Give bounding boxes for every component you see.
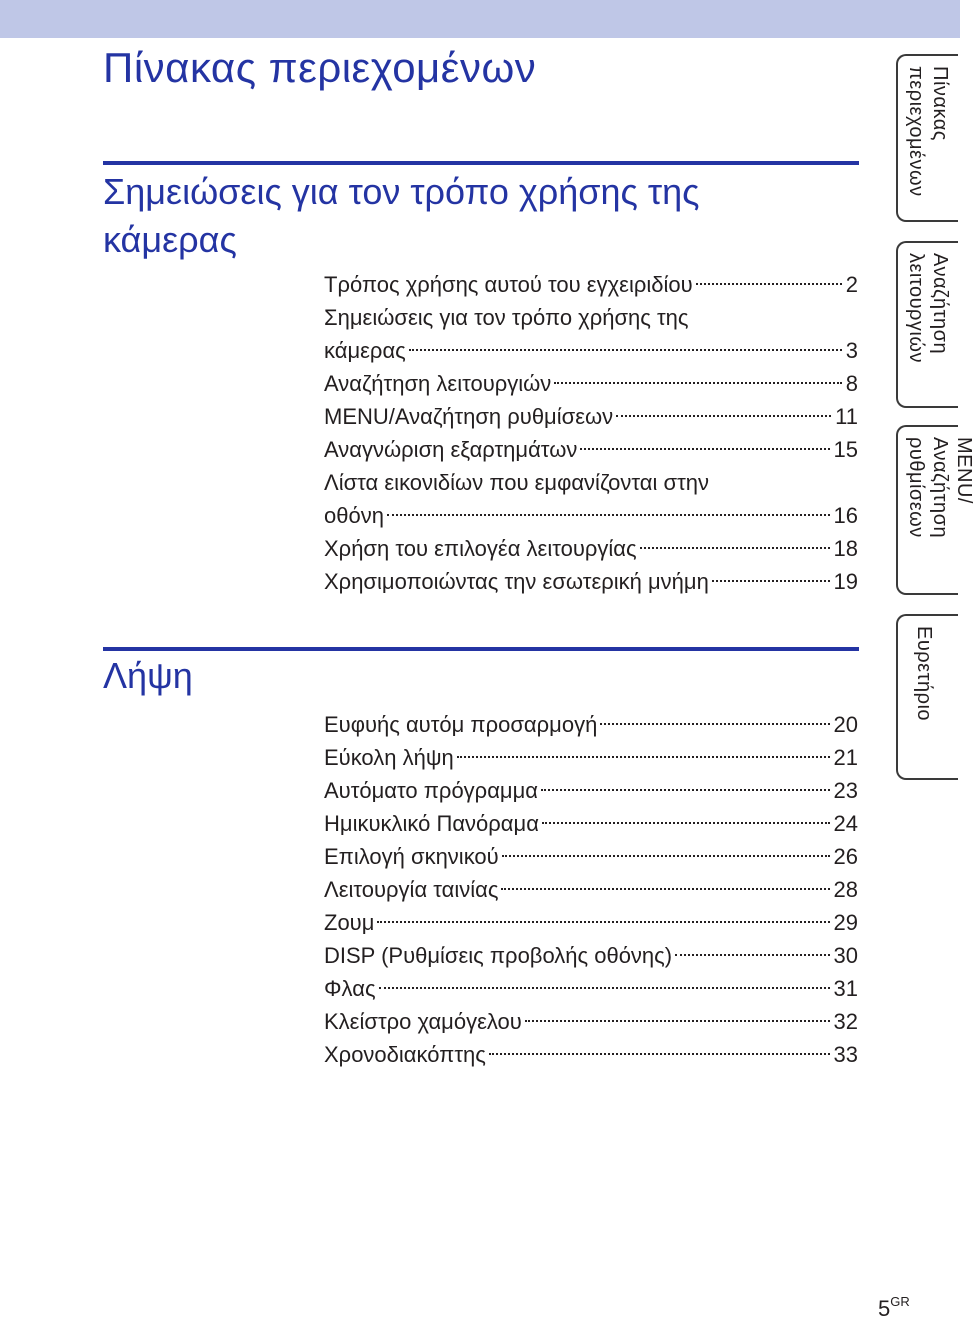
dot-leader bbox=[640, 547, 830, 549]
toc-page-number: 8 bbox=[845, 371, 858, 396]
dot-leader bbox=[501, 888, 829, 890]
toc-entry-title: οθόνη bbox=[324, 503, 384, 528]
toc-entry-title: Τρόπος χρήσης αυτού του εγχειριδίου bbox=[324, 272, 693, 297]
toc-entry[interactable] bbox=[324, 301, 858, 367]
toc-entry-title: Ευφυής αυτόμ προσαρμογή bbox=[324, 712, 598, 737]
top-band bbox=[0, 0, 960, 38]
page-title: Πίνακας περιεχομένων bbox=[103, 44, 537, 91]
dot-leader bbox=[580, 448, 829, 450]
toc-list-shooting bbox=[324, 708, 858, 1071]
section-rule bbox=[103, 161, 859, 165]
dot-leader bbox=[379, 987, 830, 989]
toc-entry[interactable] bbox=[324, 1005, 858, 1038]
toc-entry[interactable] bbox=[324, 939, 858, 972]
toc-entry-title: Χρονοδιακόπτης bbox=[324, 1042, 486, 1067]
toc-page-number: 21 bbox=[833, 745, 858, 770]
toc-page-number: 32 bbox=[833, 1009, 858, 1034]
dot-leader bbox=[409, 349, 842, 351]
toc-page-number: 18 bbox=[833, 536, 858, 561]
dot-leader bbox=[457, 756, 830, 758]
toc-entry-title: Αναγνώριση εξαρτημάτων bbox=[324, 437, 578, 462]
toc-page-number: 20 bbox=[833, 712, 858, 737]
dot-leader bbox=[675, 954, 829, 956]
toc-entry-title: MENU/Αναζήτηση ρυθμίσεων bbox=[324, 404, 614, 429]
toc-entry-title: Κλείστρο χαμόγελου bbox=[324, 1009, 522, 1034]
section-rule bbox=[103, 647, 859, 651]
dot-leader bbox=[525, 1020, 830, 1022]
toc-entry-title: DISP (Ρυθμίσεις προβολής οθόνης) bbox=[324, 943, 673, 968]
tab-function-search-label: Αναζήτηση λειτουργιών bbox=[905, 253, 951, 363]
toc-entry[interactable] bbox=[324, 1038, 858, 1071]
toc-entry[interactable] bbox=[324, 466, 858, 532]
toc-entry-title: Ημικυκλικό Πανόραμα bbox=[324, 811, 539, 836]
tab-contents-label: Πίνακας περιεχομένων bbox=[905, 66, 951, 197]
toc-page-number: 16 bbox=[833, 503, 858, 528]
toc-entry-title: Επιλογή σκηνικού bbox=[324, 844, 499, 869]
toc-page-number: 29 bbox=[833, 910, 858, 935]
toc-page-number: 26 bbox=[833, 844, 858, 869]
section-title-shooting: Λήψη bbox=[103, 655, 193, 696]
dot-leader bbox=[696, 283, 842, 285]
section-title-notes: Σημειώσεις για τον τρόπο χρήσης της κάμερας bbox=[103, 171, 700, 260]
tab-index-label: Ευρετήριο bbox=[913, 626, 935, 722]
toc-entry[interactable] bbox=[324, 400, 858, 433]
dot-leader bbox=[502, 855, 830, 857]
toc-page-number: 33 bbox=[833, 1042, 858, 1067]
toc-page-number: 3 bbox=[845, 338, 858, 363]
toc-page-number: 19 bbox=[833, 569, 858, 594]
toc-entry-title: Ζουμ bbox=[324, 910, 375, 935]
toc-entry-title: κάμερας bbox=[324, 338, 406, 363]
toc-entry[interactable] bbox=[324, 840, 858, 873]
dot-leader bbox=[616, 415, 831, 417]
toc-entry[interactable] bbox=[324, 367, 858, 400]
toc-page-number: 24 bbox=[833, 811, 858, 836]
toc-entry-title: Εύκολη λήψη bbox=[324, 745, 454, 770]
toc-entry-title: Αναζήτηση λειτουργιών bbox=[324, 371, 552, 396]
dot-leader bbox=[554, 382, 841, 384]
toc-page-number: 31 bbox=[833, 976, 858, 1001]
toc-entry[interactable] bbox=[324, 906, 858, 939]
toc-entry[interactable] bbox=[324, 774, 858, 807]
toc-entry-title: Χρησιμοποιώντας την εσωτερική μνήμη bbox=[324, 569, 709, 594]
tab-menu-settings-search-label: MENU/Αναζήτηση ρυθμίσεων bbox=[905, 437, 975, 539]
toc-entry-title-line1: Λίστα εικονιδίων που εμφανίζονται στην bbox=[324, 470, 710, 495]
toc-entry[interactable] bbox=[324, 708, 858, 741]
toc-entry-title-line1: Σημειώσεις για τον τρόπο χρήσης της bbox=[324, 305, 689, 330]
toc-entry-title: Λειτουργία ταινίας bbox=[324, 877, 499, 902]
toc-page-number: 28 bbox=[833, 877, 858, 902]
page-number bbox=[878, 1296, 910, 1322]
dot-leader bbox=[377, 921, 829, 923]
toc-page-number: 2 bbox=[845, 272, 858, 297]
page-number-value: 5 bbox=[878, 1296, 891, 1321]
toc-page-number: 15 bbox=[833, 437, 858, 462]
toc-entry[interactable] bbox=[324, 972, 858, 1005]
tab-index[interactable] bbox=[896, 614, 958, 780]
toc-entry[interactable] bbox=[324, 741, 858, 774]
toc-page-number: 23 bbox=[833, 778, 858, 803]
toc-entry-title: Αυτόματο πρόγραμμα bbox=[324, 778, 538, 803]
tab-function-search[interactable] bbox=[896, 241, 958, 408]
toc-page-number: 11 bbox=[835, 404, 858, 429]
toc-page-number: 30 bbox=[833, 943, 858, 968]
side-tabs bbox=[896, 0, 975, 1326]
dot-leader bbox=[600, 723, 829, 725]
toc-entry[interactable] bbox=[324, 268, 858, 301]
dot-leader bbox=[542, 822, 830, 824]
page-number-suffix: GR bbox=[890, 1294, 910, 1309]
toc-entry[interactable] bbox=[324, 532, 858, 565]
toc-entry-title: Φλας bbox=[324, 976, 376, 1001]
dot-leader bbox=[387, 514, 830, 516]
dot-leader bbox=[489, 1053, 830, 1055]
toc-entry[interactable] bbox=[324, 873, 858, 906]
tab-menu-settings-search[interactable] bbox=[896, 425, 975, 595]
toc-entry[interactable] bbox=[324, 565, 858, 598]
tab-contents[interactable] bbox=[896, 54, 958, 222]
toc-entry-title: Χρήση του επιλογέα λειτουργίας bbox=[324, 536, 637, 561]
toc-entry[interactable] bbox=[324, 807, 858, 840]
toc-entry[interactable] bbox=[324, 433, 858, 466]
dot-leader bbox=[541, 789, 830, 791]
toc-list-notes bbox=[324, 268, 858, 598]
dot-leader bbox=[712, 580, 830, 582]
